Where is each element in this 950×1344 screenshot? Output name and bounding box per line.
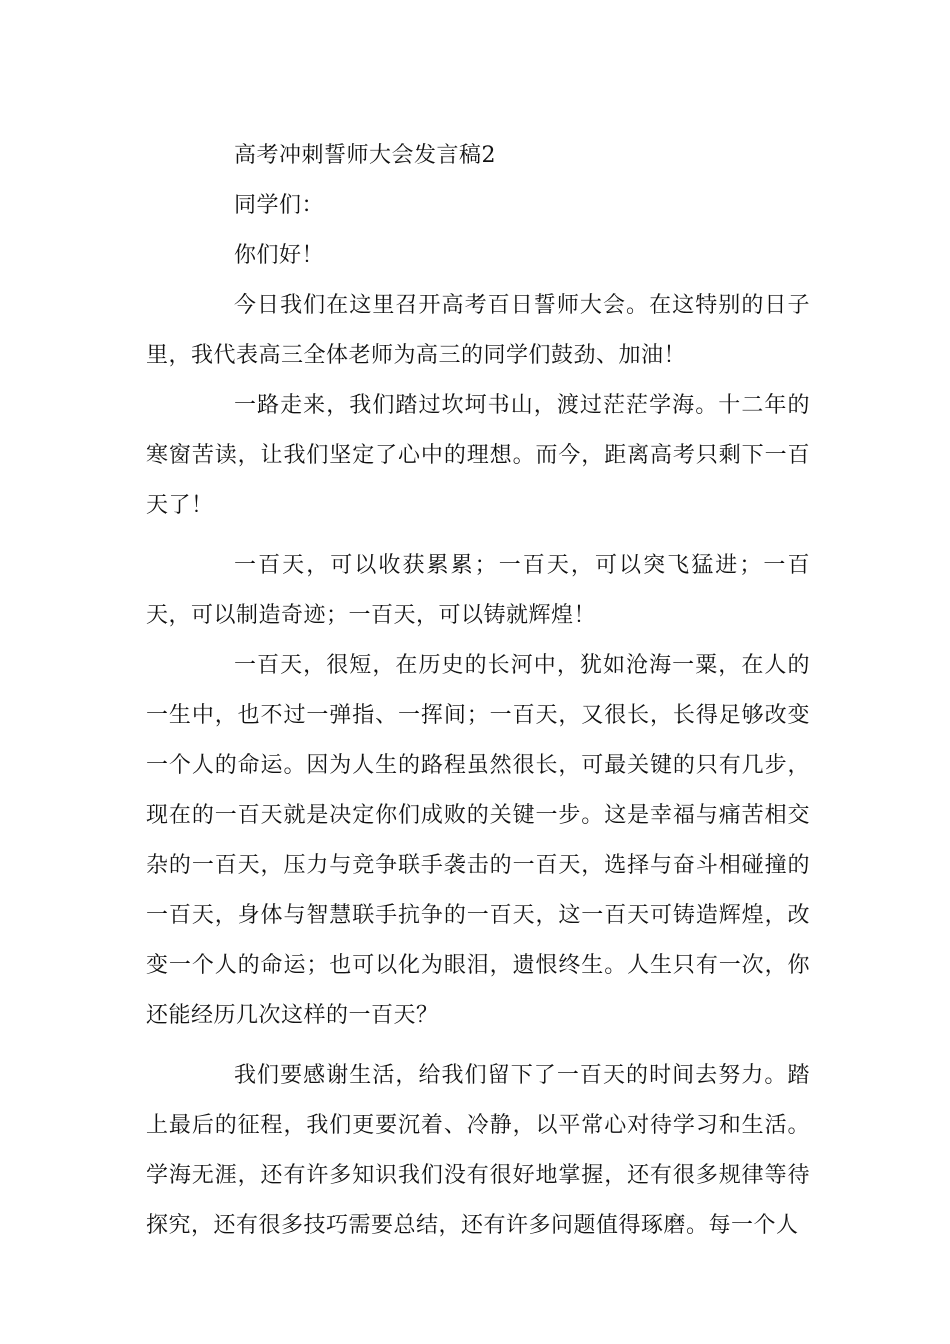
document-title: 高考冲刺誓师大会发言稿2 [234, 143, 496, 168]
paragraph-5: 我们要感谢生活，给我们留下了一百天的时间去努力。踏上最后的征程，我们更要沉着、冷静，以平常心对待学习和生活。学海无涯，还有许多知识我们没有很好地掌握，还有很多规律等待探究，还有很多技巧需要总结，还有许多问题值得琢磨。每一个人 [146, 1063, 810, 1238]
salutation: 同学们： [234, 193, 325, 218]
paragraph-1: 今日我们在这里召开高考百日誓师大会。在这特别的日子里，我代表高三全体老师为高三的同学们鼓劲、加油！ [146, 293, 810, 368]
greeting: 你们好！ [234, 243, 325, 268]
paragraph-3: 一百天，可以收获累累；一百天，可以突飞猛进；一百天，可以制造奇迹；一百天，可以铸就辉煌！ [146, 553, 810, 628]
paragraph-2: 一路走来，我们踏过坎坷书山，渡过茫茫学海。十二年的寒窗苦读，让我们坚定了心中的理想。而今，距离高考只剩下一百天了！ [146, 393, 810, 518]
paragraph-4: 一百天，很短，在历史的长河中，犹如沧海一粟，在人的一生中，也不过一弹指、一挥间；一百天，又很长，长得足够改变一个人的命运。因为人生的路程虽然很长，可最关键的只有几步，现在的一百天就是决定你们成败的关键一步。这是幸福与痛苦相交杂的一百天，压力与竞争联手袭击的一百天，选择与奋斗相碰撞的一百天，身体与智慧联手抗争的一百天，这一百天可铸造辉煌，改变一个人的命运；也可以化为眼泪，遗恨终生。人生只有一次，你还能经历几次这样的一百天？ [146, 653, 810, 1028]
document-body [146, 131, 810, 1251]
